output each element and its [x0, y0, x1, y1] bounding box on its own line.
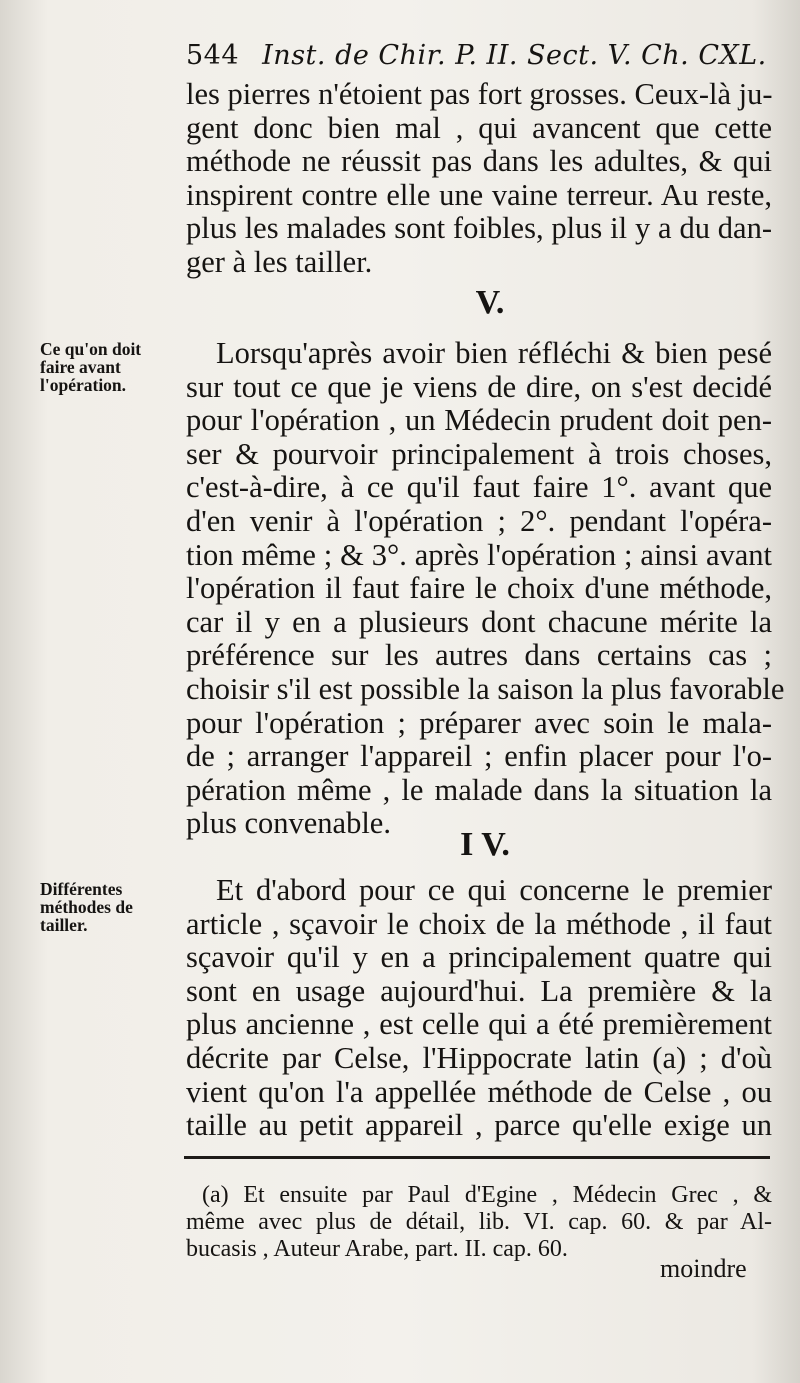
text-line: de ; arranger l'appareil ; enfin placer pour l'o- — [186, 739, 772, 774]
margin-note-operation: Ce qu'on doit faire avant l'opération. — [40, 339, 142, 395]
text-line: inspirent contre elle une vaine terreur. Au reste, — [186, 177, 772, 212]
text-line: d'en venir à l'opération ; 2°. pendant l'opéra- — [186, 503, 772, 538]
text-line: les pierres n'étoient pas fort grosses. Ceux-là ju- — [186, 77, 773, 111]
text-line: ser & pourvoir principalement à trois choses, — [186, 436, 772, 471]
margin-note-methods: Différentes méthodes de tailler. — [40, 879, 133, 935]
catchword: moindre — [660, 1254, 747, 1283]
text-line: sur tout ce que je viens de dire, on s'est decidé — [186, 369, 772, 404]
section-iv-text — [186, 874, 772, 1143]
text-line: plus les malades sont foibles, plus il y a du dan- — [186, 211, 772, 246]
text-line: sçavoir qu'il y en a principalement quatre qui — [186, 940, 772, 975]
text-line: choisir s'il est possible la saison la plus favorable — [186, 671, 785, 706]
text-line: plus convenable. — [186, 806, 391, 841]
text-line: gent donc bien mal , qui avancent que cette — [186, 110, 772, 145]
running-title: Inst. de Chir. P. II. Sect. V. Ch. CXL. — [262, 40, 767, 71]
text-line: préférence sur les autres dans certains cas ; — [186, 638, 772, 673]
text-line: car il y en a plusieurs dont chacune mérite la — [186, 604, 772, 639]
footnote-line: (a) Et ensuite par Paul d'Egine , Médecin Grec , & — [202, 1182, 772, 1208]
section-heading-v: V. — [475, 284, 505, 321]
text-line: pération même , le malade dans la situation la — [186, 772, 772, 807]
text-line: tion même ; & 3°. après l'opération ; ainsi avant — [186, 537, 772, 572]
footnote-line: même avec plus de détail, lib. VI. cap. 60. & par Al- — [186, 1209, 772, 1235]
text-line: c'est-à-dire, à ce qu'il faut faire 1°. avant que — [186, 470, 772, 505]
text-line: pour l'opération , un Médecin prudent doit pen- — [186, 403, 772, 438]
running-header — [186, 40, 776, 71]
text-line: article , sçavoir le choix de la méthode , il faut — [186, 906, 772, 941]
paragraph-continued — [186, 78, 772, 280]
page-number: 544 — [186, 40, 240, 71]
footnote-line: bucasis , Auteur Arabe, part. II. cap. 60. — [186, 1236, 568, 1262]
text-line: pour l'opération ; préparer avec soin le mala- — [186, 705, 772, 740]
text-line: décrite par Celse, l'Hippocrate latin (a) ; d'où — [186, 1040, 772, 1075]
text-line: taille au petit appareil , parce qu'elle exige un — [186, 1108, 772, 1143]
section-heading-iv: I V. — [460, 826, 510, 863]
footnote-rule — [184, 1156, 770, 1159]
text-line: ger à les tailler. — [186, 244, 373, 279]
text-line: plus ancienne , est celle qui a été premièrement — [186, 1007, 772, 1042]
text-line: l'opération il faut faire le choix d'une méthode, — [186, 571, 772, 606]
text-line: sont en usage aujourd'hui. La première & la — [186, 973, 772, 1008]
text-line: Et d'abord pour ce qui concerne le premier — [216, 873, 772, 907]
section-v-text — [186, 336, 785, 841]
footnote — [186, 1182, 772, 1263]
text-line: vient qu'on l'a appellée méthode de Celse , ou — [186, 1074, 772, 1109]
text-line: méthode ne réussit pas dans les adultes, & qui — [186, 144, 772, 179]
text-line: Lorsqu'après avoir bien réfléchi & bien pesé — [216, 336, 772, 370]
